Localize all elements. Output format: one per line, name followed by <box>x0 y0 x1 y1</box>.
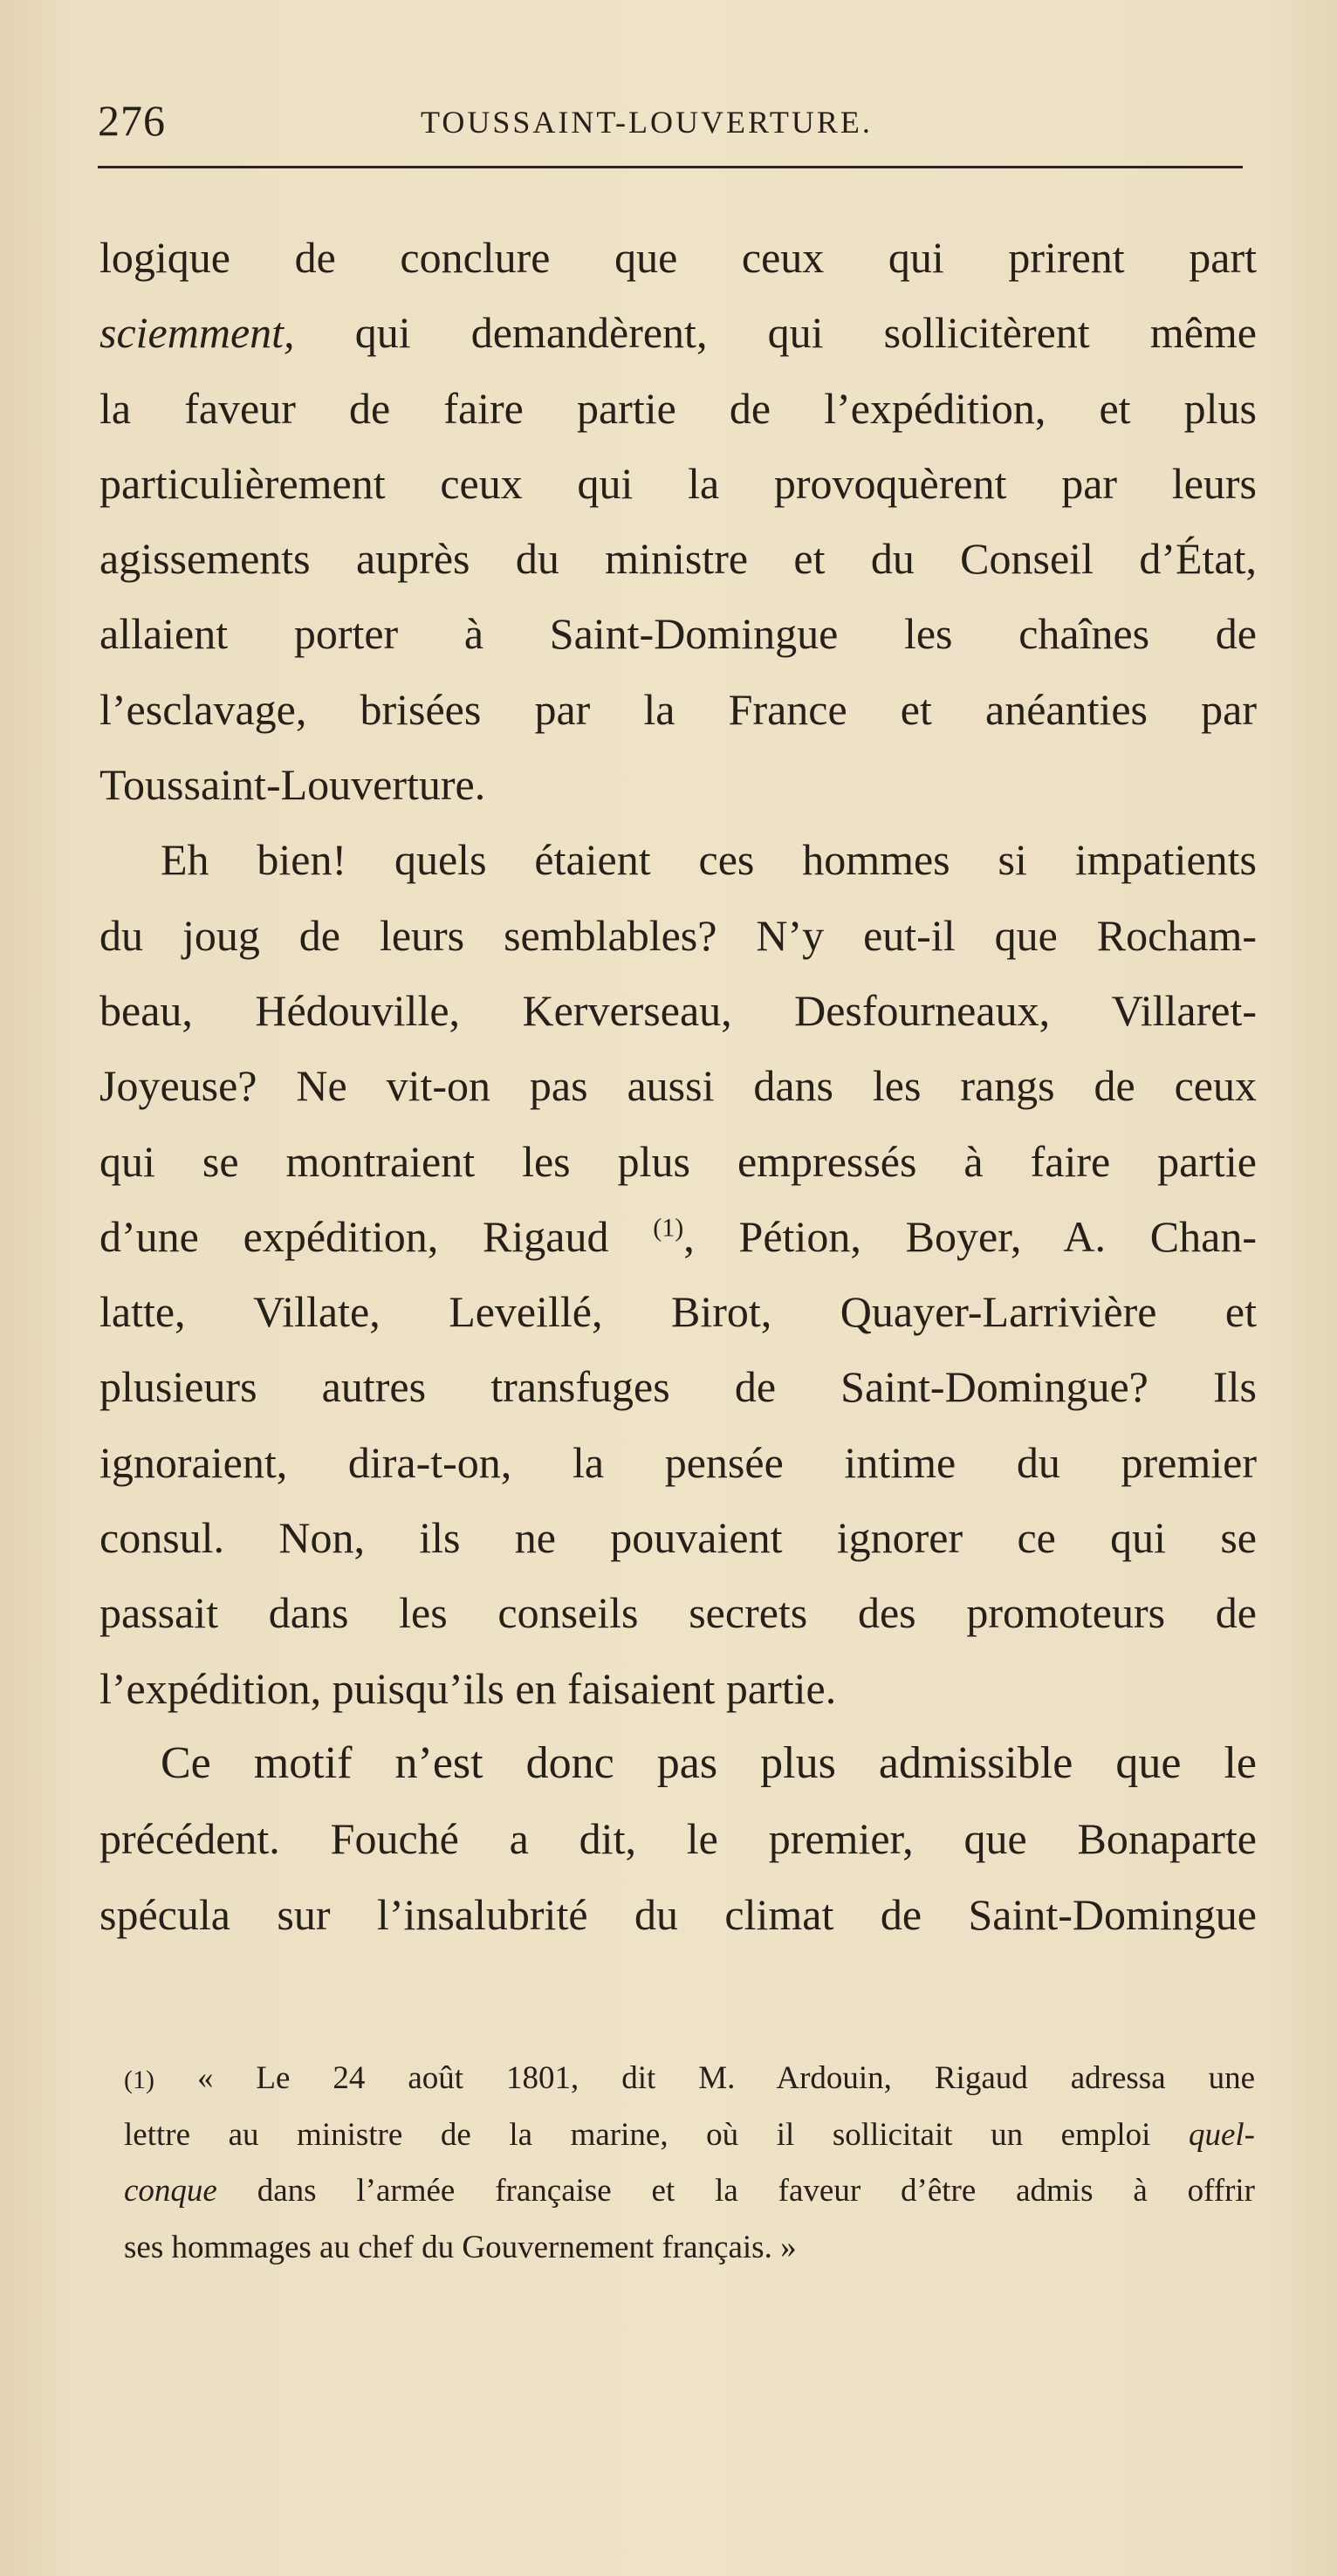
text-line: latte, Villate, Leveillé, Birot, Quayer-Larrivière et <box>99 1287 1257 1337</box>
text-line: particulièrement ceux qui la provoquèrent par leurs <box>99 458 1257 508</box>
text-line: Eh bien! quels étaient ces hommes si impatients <box>161 835 1257 885</box>
text-line: la faveur de faire partie de l’expédition, et plus <box>99 383 1257 433</box>
text-line: consul. Non, ils ne pouvaient ignorer ce qui se <box>99 1513 1257 1563</box>
text-line: plusieurs autres transfuges de Saint-Domingue? Ils <box>99 1362 1257 1412</box>
text-line-start: d’une expédition, Rigaud <box>99 1211 609 1261</box>
text-line: qui se montraient les plus empressés à faire partie <box>99 1136 1257 1186</box>
footnote-line: ses hommages au chef du Gouvernement français. » <box>124 2229 797 2265</box>
text-line: logique de conclure que ceux qui prirent part <box>99 233 1257 282</box>
text-line: Joyeuse? Ne vit-on pas aussi dans les rangs de ceux <box>99 1061 1257 1111</box>
footnote-line: lettre au ministre de la marine, où il sollicitait un emploi quel- <box>124 2116 1255 2153</box>
text-line: précédent. Fouché a dit, le premier, que Bonaparte <box>99 1814 1257 1864</box>
text-line: Ce motif n’est donc pas plus admissible que le <box>161 1737 1257 1788</box>
text-line: passait dans les conseils secrets des promoteurs de <box>99 1588 1257 1638</box>
text-line-rest: qui demandèrent, qui sollicitèrent même <box>354 308 1257 358</box>
text-line: allaient porter à Saint-Domingue les chaînes de <box>99 609 1257 659</box>
text-line <box>99 295 1257 370</box>
text-line: agissements auprès du ministre et du Conseil d’État, <box>99 534 1257 584</box>
footnote-reference: (1) <box>653 1213 684 1243</box>
emphasis-word: sciemment, <box>99 308 295 358</box>
footnote-line: (1) « Le 24 août 1801, dit M. Ardouin, Rigaud adressa une <box>124 2060 1256 2096</box>
text-line: l’esclavage, brisées par la France et anéanties par <box>99 684 1257 734</box>
footnote-line: conque dans l’armée française et la faveur d’être admis à offrir <box>124 2173 1256 2209</box>
page-number: 276 <box>98 96 166 145</box>
running-title: TOUSSAINT-LOUVERTURE. <box>421 105 873 140</box>
text-line: Toussaint-Louverture. <box>99 760 486 810</box>
text-line: du joug de leurs semblables? N’y eut-il que Rocham- <box>99 910 1257 960</box>
text-line: spécula sur l’insalubrité du climat de Saint-Domingue <box>99 1889 1257 1939</box>
text-line: beau, Hédouville, Kerverseau, Desfourneaux, Villaret- <box>99 985 1257 1035</box>
text-line: ignoraient, dira-t-on, la pensée intime du premier <box>99 1437 1257 1487</box>
body-text <box>99 220 1257 1952</box>
running-head <box>98 94 1241 147</box>
footnote-marker: (1) <box>124 2066 154 2094</box>
footnotes <box>124 2051 1255 2276</box>
text-line: l’expédition, puisqu’ils en faisaient partie. <box>99 1663 837 1713</box>
text-line <box>99 1199 1257 1274</box>
text-line-end: , Pétion, Boyer, A. Chan- <box>683 1211 1257 1261</box>
header-rule <box>98 166 1243 168</box>
